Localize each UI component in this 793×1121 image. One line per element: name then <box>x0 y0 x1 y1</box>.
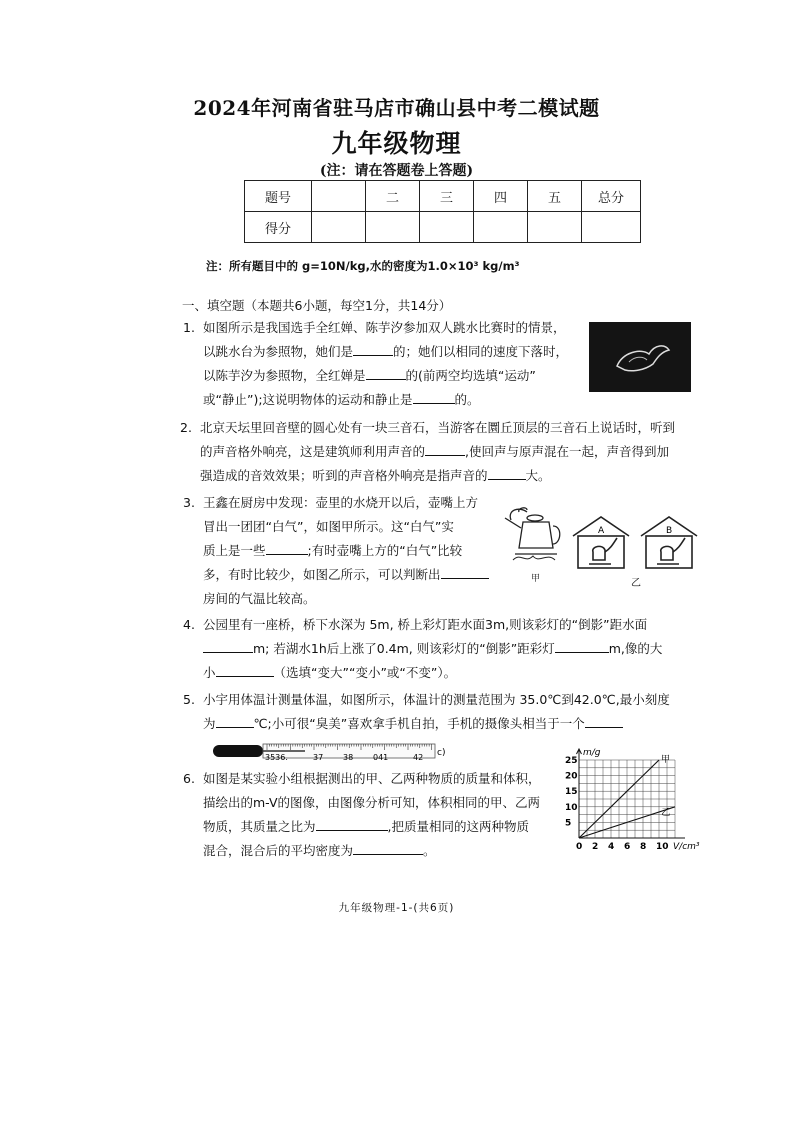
question-5 <box>183 688 670 736</box>
x-tick-label: 2 <box>592 842 599 852</box>
exam-subject: 九年级物理 <box>331 129 462 158</box>
thermometer-tick-label: 42 <box>413 753 424 762</box>
answer-blank[interactable] <box>425 442 465 456</box>
table-cell: 总分 <box>582 181 641 212</box>
answer-blank[interactable] <box>413 390 455 404</box>
question-number: 2. <box>180 420 192 435</box>
question-3 <box>183 491 489 611</box>
question-line: 物质，其质量之比为 ,把质量相同的这两种物质 <box>203 819 529 834</box>
score-table <box>244 180 641 243</box>
x-tick-label: 8 <box>640 842 647 852</box>
question-line: 以跳水台为参照物，她们是 的；她们以相同的速度下落时， <box>203 344 569 359</box>
y-tick-label: 15 <box>565 787 578 798</box>
question-line: 如图所示是我国选手全红婵、陈芋汐参加双人跳水比赛时的情景， <box>203 320 566 335</box>
question-line: 混合，混合后的平均密度为 。 <box>203 843 436 858</box>
table-cell <box>312 181 366 212</box>
question-line: 的声音格外响亮，这是建筑师利用声音的 ,使回声与原声混在一起，声音得到加 <box>200 444 669 459</box>
answer-blank[interactable] <box>488 466 526 480</box>
figure-label-jia: 甲 <box>531 574 541 584</box>
question-line: 为 ℃;小可很“臭美”喜欢拿手机自拍，手机的摄像头相当于一个 <box>203 712 670 736</box>
room-a-icon <box>573 517 629 568</box>
answer-blank[interactable] <box>353 342 393 356</box>
table-cell <box>420 212 474 243</box>
question-line: 或“静止”);这说明物体的运动和静止是 的。 <box>203 392 480 407</box>
question-number: 5. <box>183 692 195 707</box>
answer-blank[interactable] <box>216 714 254 728</box>
table-cell <box>582 212 641 243</box>
thermometer-tick-label: 37 <box>313 753 324 762</box>
x-tick-label: 10 <box>656 842 669 852</box>
question-line: 如图是某实验小组根据测出的甲、乙两种物质的质量和体积， <box>203 771 541 786</box>
question-line: 强造成的音效效果；听到的声音格外响亮是指声音的 大。 <box>200 468 551 483</box>
diving-photo <box>589 322 691 392</box>
figure-label-yi: 乙 <box>631 578 641 589</box>
thermometer-bulb <box>213 745 263 757</box>
answer-blank[interactable] <box>316 817 388 831</box>
question-line: 多，有时比较少，如图乙所示，可以判断出 <box>203 563 489 587</box>
question-line: 王鑫在厨房中发现：壶里的水烧开以后，壶嘴上方 <box>203 495 479 510</box>
score-table-row <box>245 181 641 212</box>
thermometer-tick-label: 041 <box>373 753 389 762</box>
table-cell <box>474 212 528 243</box>
room-b-icon <box>641 517 697 568</box>
question-line: 公园里有一座桥，桥下水深为 5m, 桥上彩灯距水面3m,则该彩灯的“倒影”距水面 <box>203 617 648 632</box>
x-tick-label: 0 <box>576 842 583 852</box>
room-label-b: B <box>666 526 673 536</box>
kettle-icon <box>505 508 560 560</box>
question-line: 质上是一些 ;有时壶嘴上方的“白气”比较 <box>203 543 463 558</box>
chart-grid <box>579 760 675 838</box>
diver-silhouette-icon <box>589 322 691 392</box>
table-cell: 四 <box>474 181 528 212</box>
x-tick-label: 4 <box>608 842 615 852</box>
y-tick-label: 5 <box>565 818 572 829</box>
answer-blank[interactable] <box>266 541 308 555</box>
table-cell: 二 <box>366 181 420 212</box>
answer-blank[interactable] <box>441 565 489 579</box>
table-cell: 题号 <box>245 181 312 212</box>
answer-blank[interactable] <box>366 366 406 380</box>
rooms-figure <box>571 514 701 570</box>
table-cell <box>366 212 420 243</box>
series-label-yi: 乙 <box>661 807 671 818</box>
table-cell <box>528 212 582 243</box>
answer-blank[interactable] <box>203 639 253 653</box>
question-line: 北京天坛里回音壁的圆心处有一块三音石，当游客在圜丘顶层的三音石上说话时，听到 <box>200 420 676 435</box>
answer-note: (注：请在答题卷上答题) <box>319 163 474 179</box>
score-table-row <box>245 212 641 243</box>
thermometer-tick-label: 38 <box>343 753 354 762</box>
answer-blank[interactable] <box>216 663 274 677</box>
mv-chart <box>563 746 700 852</box>
question-line: 以陈芋汐为参照物，全红婵是 的(前两空均选填“运动” <box>203 368 536 383</box>
answer-blank[interactable] <box>585 714 623 728</box>
question-number: 4. <box>183 617 195 632</box>
question-4 <box>183 613 663 685</box>
y-tick-label: 20 <box>565 771 578 782</box>
question-number: 3. <box>183 495 195 510</box>
table-cell: 得分 <box>245 212 312 243</box>
answer-blank[interactable] <box>555 639 609 653</box>
page-footer: 九年级物理-1-(共6页) <box>338 902 455 914</box>
question-2 <box>180 416 676 488</box>
question-line: m; 若湖水1h后上涨了0.4m, 则该彩灯的“倒影”距彩灯 m,像的大 <box>203 637 662 661</box>
x-tick-label: 6 <box>624 842 631 852</box>
table-cell: 五 <box>528 181 582 212</box>
question-number: 6. <box>183 771 195 786</box>
question-line: 小 （选填“变大”“变小”或“不变”）。 <box>203 665 457 680</box>
question-line: 房间的气温比较高。 <box>203 591 316 606</box>
question-line: 小宇用体温计测量体温，如图所示，体温计的测量范围为 35.0℃到42.0℃,最小刻度 <box>203 692 670 707</box>
exam-title: 2024年河南省驻马店市确山县中考二模试题 <box>193 96 600 120</box>
question-number: 1. <box>183 320 195 335</box>
series-label-jia: 甲 <box>661 755 671 765</box>
question-line: 冒出一团团“白气”，如图甲所示。这“白气”实 <box>203 519 454 534</box>
question-line: 描绘出的m-V的图像，由图像分析可知，体积相同的甲、乙两 <box>203 795 541 810</box>
question-6 <box>183 767 541 863</box>
thermometer-figure <box>213 739 453 763</box>
section-heading: 一、填空题（本题共6小题，每空1分，共14分） <box>182 298 452 313</box>
table-cell: 三 <box>420 181 474 212</box>
global-note: 注：所有题目中的 g=10N/kg,水的密度为1.0×10³ kg/m³ <box>206 259 520 273</box>
answer-blank[interactable] <box>353 841 423 855</box>
kettle-figure <box>497 504 565 566</box>
thermometer-tick-label: 3536. <box>265 753 288 762</box>
x-axis-label: V/cm³ <box>673 842 700 852</box>
room-label-a: A <box>598 526 605 536</box>
y-tick-label: 25 <box>565 756 578 766</box>
thermometer-end: c) <box>437 748 446 758</box>
y-tick-label: 10 <box>565 802 578 813</box>
table-cell <box>312 212 366 243</box>
question-1 <box>183 316 569 412</box>
y-axis-label: m/g <box>583 748 601 758</box>
